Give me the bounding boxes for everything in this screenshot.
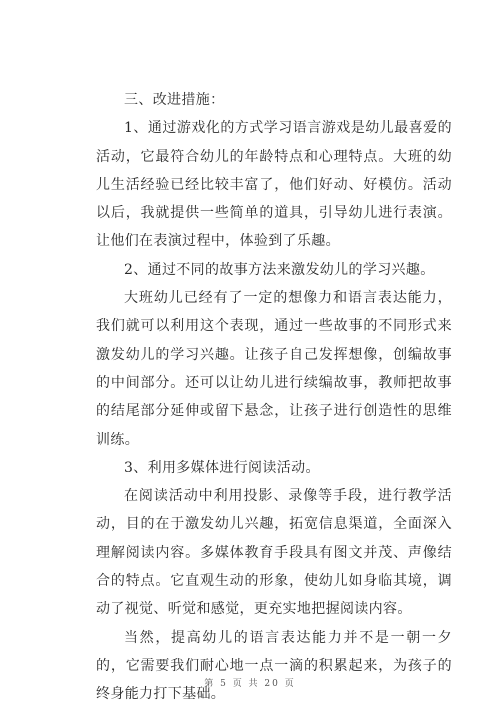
paragraph-measure-3-title: 3、利用多媒体进行阅读活动。 <box>124 459 320 476</box>
paragraph-measure-2-title: 2、通过不同的故事方法来激发幼儿的学习兴趣。 <box>124 261 435 278</box>
paragraph-measure-1: 1、通过游戏化的方式学习语言游戏是幼儿最喜爱的活动，它最符合幼儿的年龄特点和心理特点。大班的幼儿生活经验已经比较丰富了，他们好动、好模仿。活动以后，我就提供一些简单的道具，引导幼儿进行表演。让他们在表演过程中，体验到了乐趣。 <box>96 120 452 250</box>
section-heading: 三、改进措施： <box>124 92 225 108</box>
document-body <box>96 86 452 709</box>
paragraph-conclusion: 当然，提高幼儿的语言表达能力并不是一朝一夕的，它需要我们耐心地一点一滴的积累起来，为孩子的终身能力打下基础。 <box>96 629 452 703</box>
paragraph-measure-3-body: 在阅读活动中利用投影、录像等手段，进行教学活动，目的在于激发幼儿兴趣，拓宽信息渠道，全面深入理解阅读内容。多媒体教育手段具有图文并茂、声像结合的特点。它直观生动的形象，使幼儿如身临其境，调动了视觉、听觉和感觉，更充实地把握阅读内容。 <box>96 488 452 618</box>
paragraph-measure-2-body: 大班幼儿已经有了一定的想像力和语言表达能力，我们就可以利用这个表现，通过一些故事的不同形式来激发幼儿的学习兴趣。让孩子自己发挥想像，创编故事的中间部分。还可以让幼儿进行续编故事，教师把故事的结尾部分延伸或留下悬念，让孩子进行创造性的思维训练。 <box>96 290 452 448</box>
page-number-footer: 第 5 页 共 20 页 <box>204 679 296 689</box>
